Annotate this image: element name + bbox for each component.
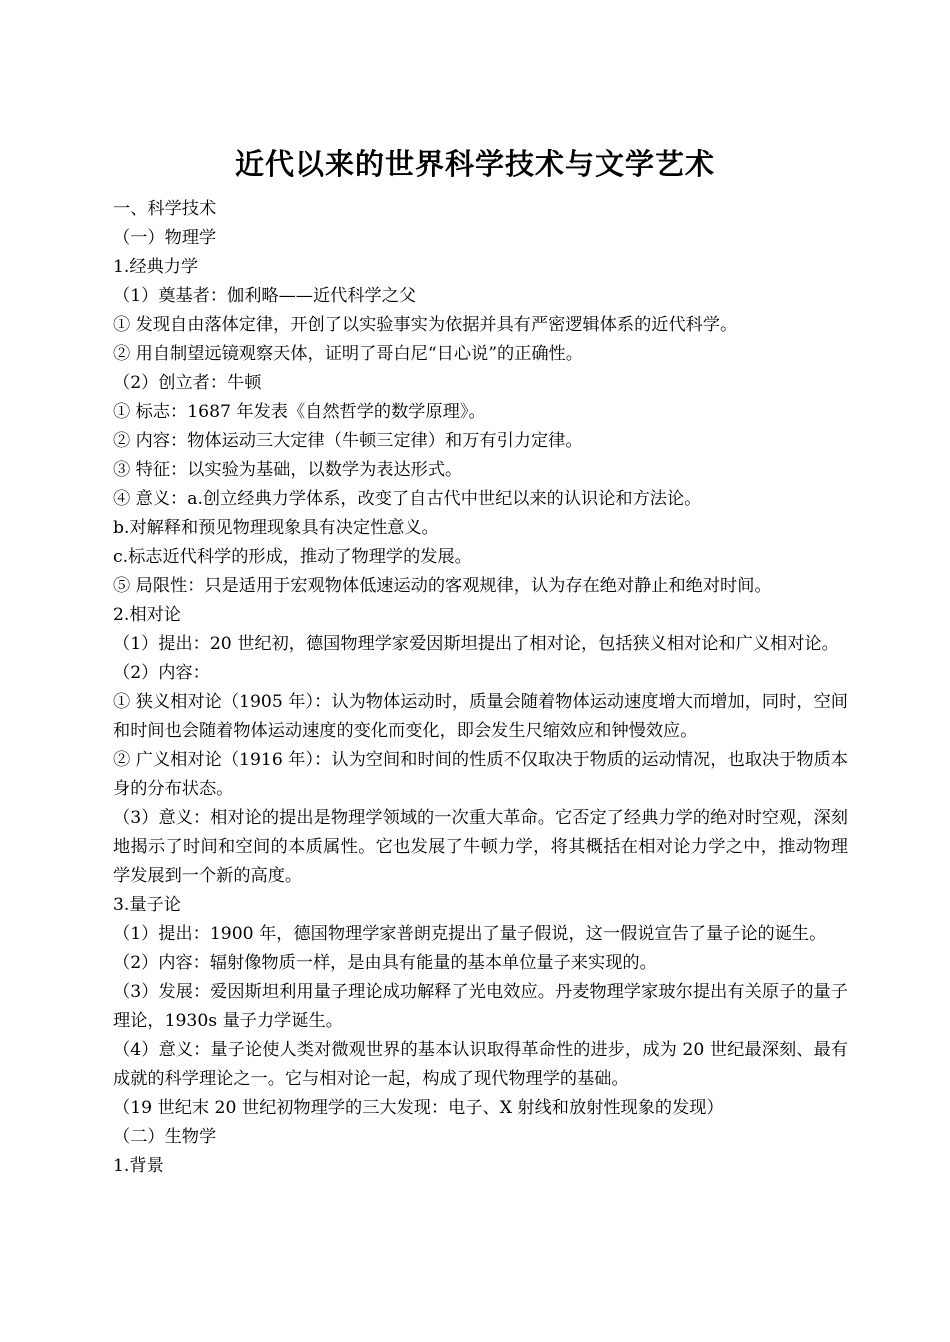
paragraph-three-discoveries: （19 世纪末 20 世纪初物理学的三大发现：电子、X 射线和放射性现象的发现） (113, 1098, 724, 1118)
paragraph-features: ③ 特征：以实验为基础，以数学为表达形式。 (113, 460, 463, 480)
paragraph-significance-b: b.对解释和预见物理现象具有决定性意义。 (113, 518, 439, 538)
topic-heading-classical-mechanics: 1.经典力学 (113, 257, 199, 277)
page-title: 近代以来的世界科学技术与文学艺术 (234, 147, 715, 181)
paragraph-significance-a: ④ 意义：a.创立经典力学体系，改变了自古代中世纪以来的认识论和方法论。 (113, 489, 702, 509)
paragraph-special-relativity: ① 狭义相对论（1905 年）：认为物体运动时，质量会随着物体运动速度增大而增加，同时，空间和时间也会随着物体运动速度的变化而变化，即会发生尺缩效应和钟慢效应。 (113, 692, 848, 741)
document-body (113, 195, 848, 1181)
paragraph-significance-c: c.标志近代科学的形成，推动了物理学的发展。 (113, 547, 472, 567)
paragraph-limitations: ⑤ 局限性：只是适用于宏观物体低速运动的客观规律，认为存在绝对静止和绝对时间。 (113, 576, 772, 596)
paragraph-laws-of-motion: ② 内容：物体运动三大定律（牛顿三定律）和万有引力定律。 (113, 431, 583, 451)
topic-heading-background: 1.背景 (113, 1156, 164, 1176)
paragraph-general-relativity: ② 广义相对论（1916 年）：认为空间和时间的性质不仅取决于物质的运动情况，也取决于物质本身的分布状态。 (113, 750, 848, 799)
topic-heading-quantum-theory: 3.量子论 (113, 895, 181, 915)
paragraph-free-fall: ① 发现自由落体定律，开创了以实验事实为依据并具有严密逻辑体系的近代科学。 (113, 315, 738, 335)
topic-heading-relativity: 2.相对论 (113, 605, 181, 625)
paragraph-quantum-development: （3）发展：爱因斯坦利用量子理论成功解释了光电效应。丹麦物理学家玻尔提出有关原子的量子理论，1930s 量子力学诞生。 (113, 982, 848, 1031)
paragraph-quantum-content: （2）内容：辐射像物质一样，是由具有能量的基本单位量子来实现的。 (113, 953, 657, 973)
paragraph-relativity-content: （2）内容： (113, 663, 210, 683)
paragraph-telescope: ② 用自制望远镜观察天体，证明了哥白尼“日心说”的正确性。 (113, 344, 583, 364)
section-heading-science: 一、科学技术 (113, 199, 217, 219)
paragraph-creator-newton: （2）创立者：牛顿 (113, 373, 262, 393)
paragraph-principia: ① 标志：1687 年发表《自然哲学的数学原理》。 (113, 402, 486, 422)
subsection-heading-physics: （一）物理学 (113, 228, 217, 248)
paragraph-quantum-proposed: （1）提出：1900 年，德国物理学家普朗克提出了量子假说，这一假说宣告了量子论的诞生。 (113, 924, 827, 944)
paragraph-quantum-significance: （4）意义：量子论使人类对微观世界的基本认识取得革命性的进步，成为 20 世纪最深刻、最有成就的科学理论之一。它与相对论一起，构成了现代物理学的基础。 (113, 1040, 848, 1089)
paragraph-relativity-significance: （3）意义：相对论的提出是物理学领域的一次重大革命。它否定了经典力学的绝对时空观，深刻地揭示了时间和空间的本质属性。它也发展了牛顿力学，将其概括在相对论力学之中，推动物理学发展到一个新的高度。 (113, 808, 848, 886)
paragraph-founder-galileo: （1）奠基者：伽利略——近代科学之父 (113, 286, 417, 306)
paragraph-relativity-proposed: （1）提出：20 世纪初，德国物理学家爱因斯坦提出了相对论，包括狭义相对论和广义相对论。 (113, 634, 839, 654)
subsection-heading-biology: （二）生物学 (113, 1127, 217, 1147)
